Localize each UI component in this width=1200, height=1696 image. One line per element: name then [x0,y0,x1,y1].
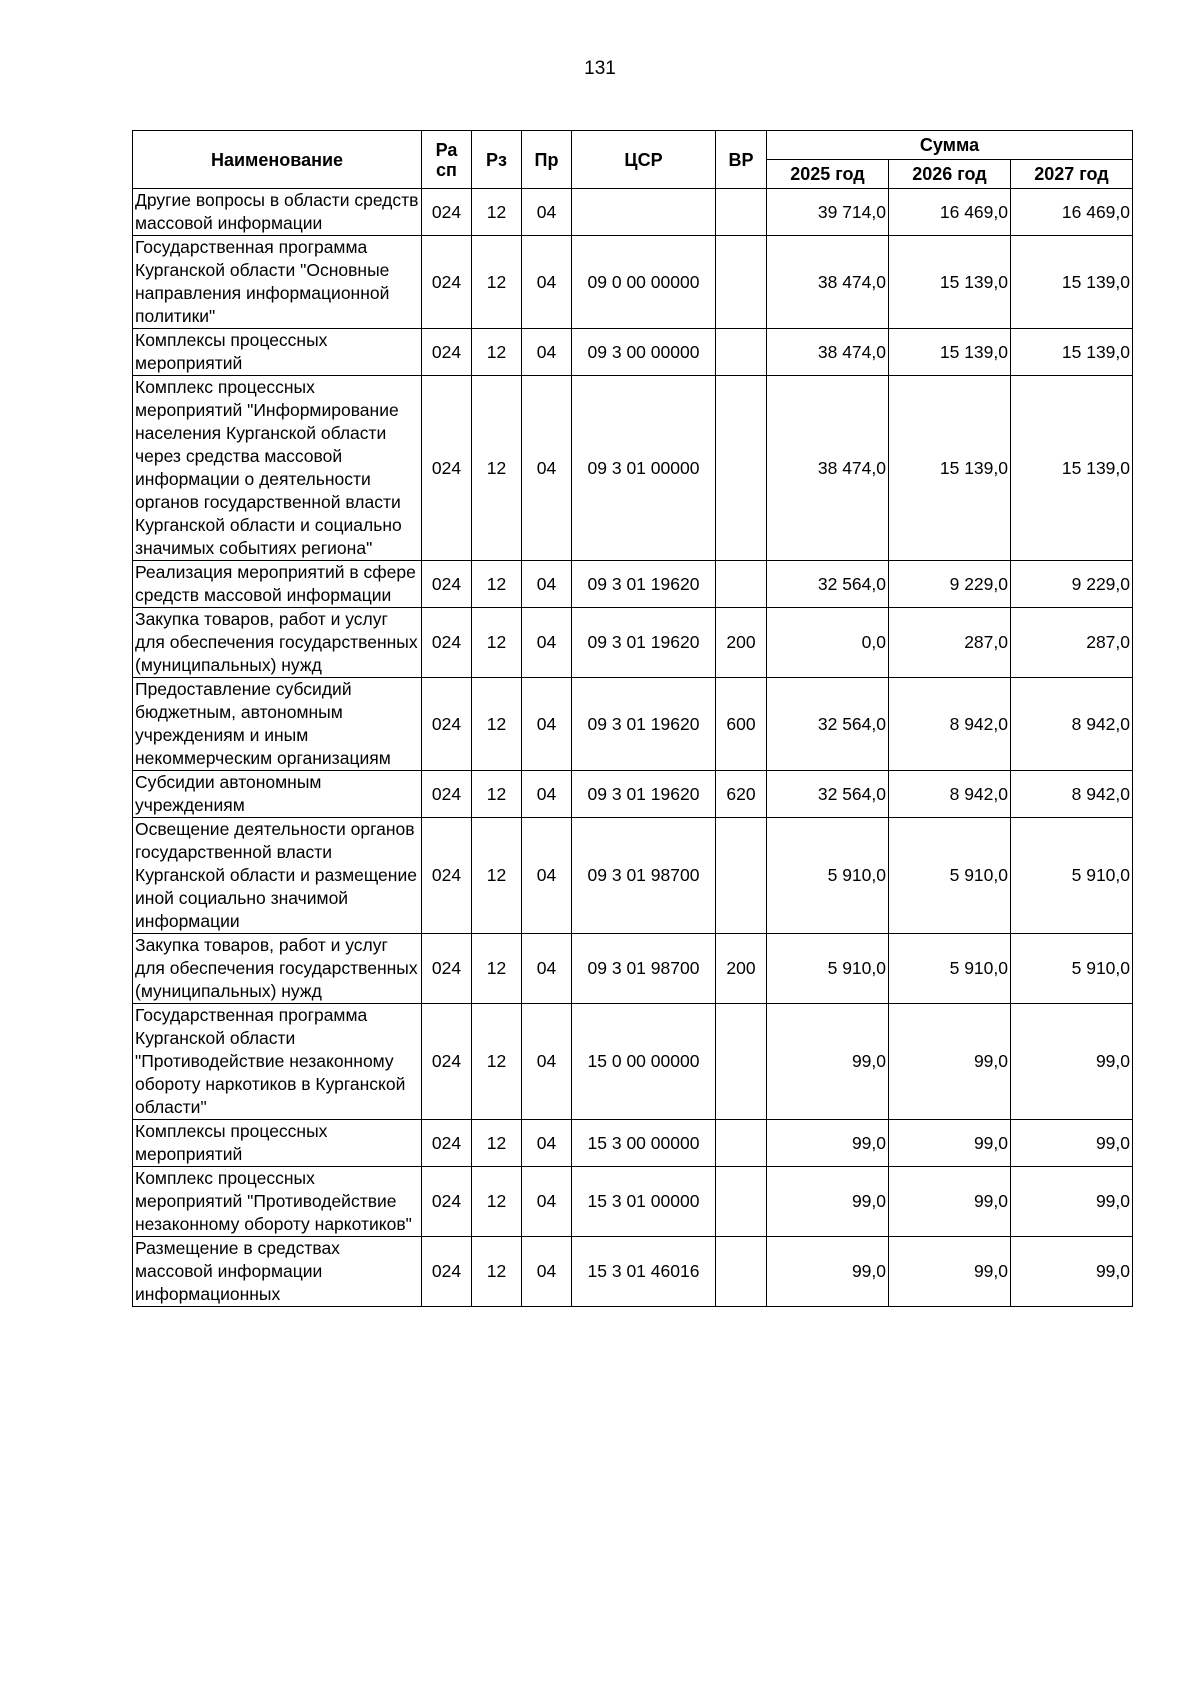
table-row [133,1237,1133,1307]
cell-vr [716,329,767,376]
table-body [133,189,1133,1307]
cell-rasp: 024 [422,771,472,818]
cell-rasp: 024 [422,376,472,561]
cell-rasp: 024 [422,189,472,236]
cell-pr: 04 [522,934,572,1004]
cell-y2025: 5 910,0 [767,934,889,1004]
cell-vr [716,1120,767,1167]
cell-rz: 12 [472,1004,522,1120]
cell-name: Другие вопросы в области средств массовой информации [133,189,422,236]
header-year-2027: 2027 год [1011,160,1133,189]
cell-name: Закупка товаров, работ и услуг для обеспечения государственных (муниципальных) нужд [133,934,422,1004]
table-row [133,818,1133,934]
cell-y2026: 8 942,0 [889,771,1011,818]
cell-y2027: 99,0 [1011,1167,1133,1237]
cell-y2025: 38 474,0 [767,376,889,561]
table-row [133,329,1133,376]
cell-rz: 12 [472,329,522,376]
cell-y2026: 15 139,0 [889,329,1011,376]
cell-name: Размещение в средствах массовой информации информационных [133,1237,422,1307]
cell-rz: 12 [472,678,522,771]
cell-vr [716,236,767,329]
cell-vr [716,561,767,608]
cell-y2027: 287,0 [1011,608,1133,678]
cell-pr: 04 [522,376,572,561]
cell-vr [716,818,767,934]
cell-y2026: 99,0 [889,1167,1011,1237]
table-row [133,561,1133,608]
cell-y2025: 0,0 [767,608,889,678]
cell-rasp: 024 [422,329,472,376]
table-row [133,1167,1133,1237]
cell-csr: 09 3 01 98700 [572,934,716,1004]
cell-csr: 09 3 01 00000 [572,376,716,561]
cell-y2026: 287,0 [889,608,1011,678]
cell-csr: 09 3 01 19620 [572,771,716,818]
cell-vr: 200 [716,608,767,678]
cell-pr: 04 [522,561,572,608]
header-rasp: Ра сп [422,131,472,189]
cell-csr: 09 3 01 19620 [572,608,716,678]
cell-pr: 04 [522,818,572,934]
cell-pr: 04 [522,1167,572,1237]
header-year-2026: 2026 год [889,160,1011,189]
cell-csr: 15 3 00 00000 [572,1120,716,1167]
cell-y2026: 5 910,0 [889,818,1011,934]
cell-csr: 15 0 00 00000 [572,1004,716,1120]
cell-csr: 09 3 01 19620 [572,678,716,771]
cell-y2027: 99,0 [1011,1120,1133,1167]
table-row [133,189,1133,236]
cell-rz: 12 [472,1167,522,1237]
cell-rz: 12 [472,608,522,678]
cell-name: Государственная программа Курганской области "Противодействие незаконному обороту наркотиков в Курганской области" [133,1004,422,1120]
cell-y2026: 8 942,0 [889,678,1011,771]
cell-y2025: 5 910,0 [767,818,889,934]
cell-rasp: 024 [422,934,472,1004]
table-row [133,771,1133,818]
cell-y2025: 99,0 [767,1004,889,1120]
cell-pr: 04 [522,1237,572,1307]
cell-name: Комплекс процессных мероприятий "Информирование населения Курганской области через средства массовой информации о деятельности органов государственной власти Курганской области и социально значимых событиях региона" [133,376,422,561]
cell-rz: 12 [472,771,522,818]
cell-y2026: 99,0 [889,1120,1011,1167]
cell-rz: 12 [472,189,522,236]
header-pr: Пр [522,131,572,189]
cell-name: Закупка товаров, работ и услуг для обеспечения государственных (муниципальных) нужд [133,608,422,678]
table-row [133,1004,1133,1120]
cell-y2025: 32 564,0 [767,561,889,608]
cell-y2026: 99,0 [889,1237,1011,1307]
header-csr: ЦСР [572,131,716,189]
cell-y2027: 9 229,0 [1011,561,1133,608]
cell-rz: 12 [472,1237,522,1307]
cell-name: Комплексы процессных мероприятий [133,1120,422,1167]
cell-y2025: 38 474,0 [767,329,889,376]
cell-y2025: 99,0 [767,1167,889,1237]
cell-y2027: 15 139,0 [1011,236,1133,329]
cell-y2025: 39 714,0 [767,189,889,236]
cell-csr: 15 3 01 00000 [572,1167,716,1237]
cell-rz: 12 [472,236,522,329]
budget-table [132,130,1133,1307]
cell-rasp: 024 [422,608,472,678]
table-row [133,678,1133,771]
cell-vr: 600 [716,678,767,771]
cell-pr: 04 [522,189,572,236]
header-sum: Сумма [767,131,1133,160]
cell-name: Комплексы процессных мероприятий [133,329,422,376]
cell-y2026: 5 910,0 [889,934,1011,1004]
cell-y2025: 32 564,0 [767,678,889,771]
cell-rasp: 024 [422,236,472,329]
cell-name: Комплекс процессных мероприятий "Противодействие незаконному обороту наркотиков" [133,1167,422,1237]
cell-y2027: 8 942,0 [1011,771,1133,818]
cell-vr [716,1167,767,1237]
cell-name: Реализация мероприятий в сфере средств массовой информации [133,561,422,608]
cell-pr: 04 [522,329,572,376]
cell-y2027: 99,0 [1011,1237,1133,1307]
cell-y2027: 5 910,0 [1011,934,1133,1004]
cell-y2025: 99,0 [767,1120,889,1167]
cell-pr: 04 [522,608,572,678]
cell-vr [716,1004,767,1120]
cell-rz: 12 [472,376,522,561]
table-header [133,131,1133,189]
cell-y2026: 99,0 [889,1004,1011,1120]
cell-rasp: 024 [422,1004,472,1120]
cell-rz: 12 [472,1120,522,1167]
cell-vr [716,376,767,561]
cell-y2026: 9 229,0 [889,561,1011,608]
header-name: Наименование [133,131,422,189]
table-row [133,934,1133,1004]
cell-name: Предоставление субсидий бюджетным, автономным учреждениям и иным некоммерческим организациям [133,678,422,771]
cell-rasp: 024 [422,678,472,771]
table-row [133,608,1133,678]
cell-pr: 04 [522,771,572,818]
cell-y2025: 32 564,0 [767,771,889,818]
cell-name: Субсидии автономным учреждениям [133,771,422,818]
cell-csr: 09 3 00 00000 [572,329,716,376]
cell-name: Государственная программа Курганской области "Основные направления информационной политики" [133,236,422,329]
cell-y2026: 15 139,0 [889,236,1011,329]
cell-rasp: 024 [422,561,472,608]
cell-y2027: 99,0 [1011,1004,1133,1120]
cell-pr: 04 [522,1120,572,1167]
page-number: 131 [584,58,616,79]
cell-rz: 12 [472,934,522,1004]
cell-y2025: 99,0 [767,1237,889,1307]
cell-vr: 200 [716,934,767,1004]
cell-rasp: 024 [422,1167,472,1237]
cell-y2027: 5 910,0 [1011,818,1133,934]
cell-csr: 09 0 00 00000 [572,236,716,329]
cell-y2026: 15 139,0 [889,376,1011,561]
cell-rasp: 024 [422,818,472,934]
cell-rz: 12 [472,561,522,608]
cell-pr: 04 [522,236,572,329]
header-vr: ВР [716,131,767,189]
header-year-2025: 2025 год [767,160,889,189]
cell-vr [716,189,767,236]
table-row [133,376,1133,561]
cell-vr: 620 [716,771,767,818]
cell-rasp: 024 [422,1237,472,1307]
cell-rasp: 024 [422,1120,472,1167]
cell-vr [716,1237,767,1307]
cell-csr: 09 3 01 19620 [572,561,716,608]
table-row [133,1120,1133,1167]
cell-y2027: 8 942,0 [1011,678,1133,771]
header-rz: Рз [472,131,522,189]
cell-y2027: 16 469,0 [1011,189,1133,236]
cell-y2026: 16 469,0 [889,189,1011,236]
cell-name: Освещение деятельности органов государственной власти Курганской области и размещение иной социально значимой информации [133,818,422,934]
table-row [133,236,1133,329]
cell-y2025: 38 474,0 [767,236,889,329]
cell-csr [572,189,716,236]
cell-pr: 04 [522,1004,572,1120]
cell-rz: 12 [472,818,522,934]
cell-y2027: 15 139,0 [1011,376,1133,561]
cell-pr: 04 [522,678,572,771]
cell-csr: 09 3 01 98700 [572,818,716,934]
cell-csr: 15 3 01 46016 [572,1237,716,1307]
cell-y2027: 15 139,0 [1011,329,1133,376]
